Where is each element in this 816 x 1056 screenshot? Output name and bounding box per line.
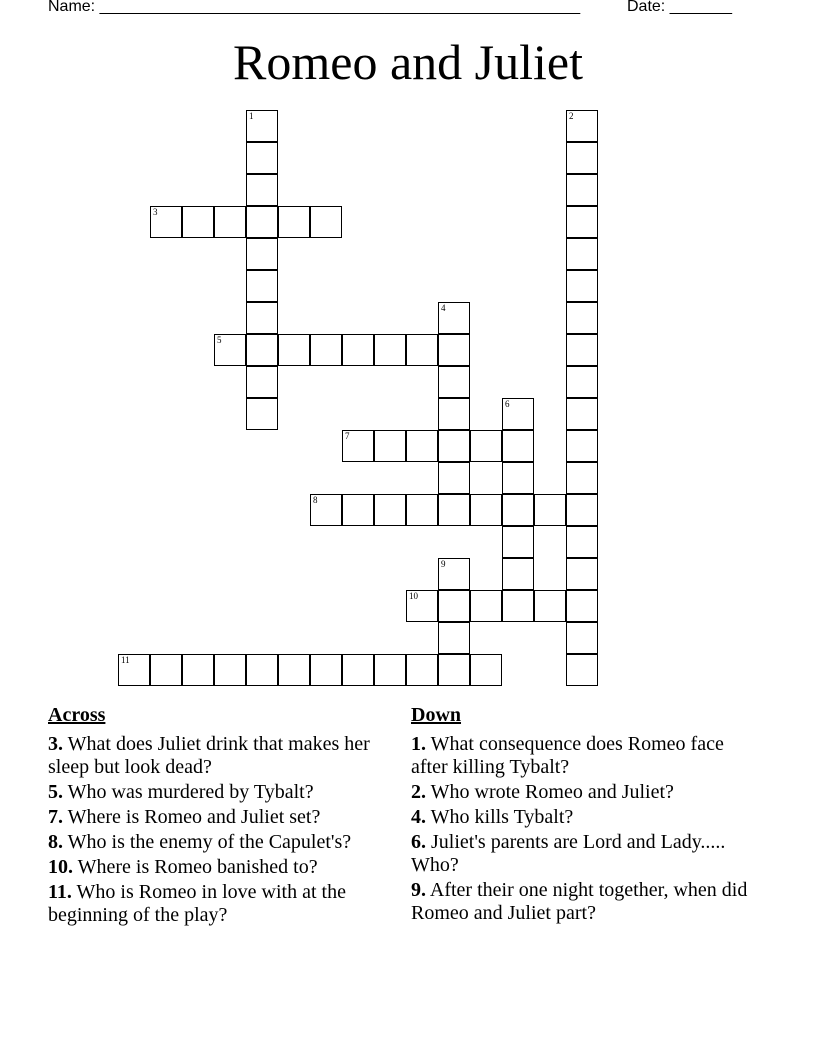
grid-cell[interactable] <box>470 430 502 462</box>
grid-cell[interactable] <box>438 494 470 526</box>
grid-cell[interactable] <box>406 494 438 526</box>
grid-cell[interactable] <box>566 590 598 622</box>
grid-cell[interactable] <box>246 366 278 398</box>
grid-cell[interactable] <box>310 494 342 526</box>
grid-cell[interactable] <box>566 622 598 654</box>
grid-cell[interactable] <box>470 494 502 526</box>
grid-cell[interactable] <box>566 526 598 558</box>
across-clue: 10. Where is Romeo banished to? <box>48 856 318 878</box>
grid-cell[interactable] <box>150 206 182 238</box>
cell-number: 1 <box>249 111 254 121</box>
grid-cell[interactable] <box>342 654 374 686</box>
down-clue: 9. After their one night together, when did Romeo and Juliet part? <box>411 879 748 924</box>
cell-number: 2 <box>569 111 574 121</box>
grid-cell[interactable] <box>214 334 246 366</box>
grid-cell[interactable] <box>566 366 598 398</box>
grid-cell[interactable] <box>502 526 534 558</box>
grid-cell[interactable] <box>214 206 246 238</box>
across-clue: 7. Where is Romeo and Juliet set? <box>48 806 321 828</box>
page-title: Romeo and Juliet <box>233 34 583 90</box>
cell-number: 8 <box>313 495 318 505</box>
grid-cell[interactable] <box>502 590 534 622</box>
grid-cell[interactable] <box>214 654 246 686</box>
grid-cell[interactable] <box>438 430 470 462</box>
down-clue: 6. Juliet's parents are Lord and Lady..... Who? <box>411 831 726 876</box>
grid-cell[interactable] <box>566 462 598 494</box>
grid-cell[interactable] <box>374 430 406 462</box>
cell-number: 11 <box>121 655 130 665</box>
grid-cell[interactable] <box>566 302 598 334</box>
grid-cell[interactable] <box>246 334 278 366</box>
grid-cell[interactable] <box>182 206 214 238</box>
cell-number: 10 <box>409 591 418 601</box>
grid-cell[interactable] <box>566 270 598 302</box>
grid-cell[interactable] <box>566 206 598 238</box>
grid-cell[interactable] <box>182 654 214 686</box>
grid-cell[interactable] <box>438 398 470 430</box>
grid-cell[interactable] <box>438 654 470 686</box>
down-clues <box>411 703 751 927</box>
grid-cell[interactable] <box>310 334 342 366</box>
down-clue: 2. Who wrote Romeo and Juliet? <box>411 781 674 803</box>
grid-cell[interactable] <box>246 206 278 238</box>
across-clues <box>48 703 378 929</box>
grid-cell[interactable] <box>534 590 566 622</box>
cell-number: 9 <box>441 559 446 569</box>
grid-cell[interactable] <box>278 206 310 238</box>
grid-cell[interactable] <box>342 494 374 526</box>
grid-cell[interactable] <box>278 654 310 686</box>
grid-cell[interactable] <box>246 302 278 334</box>
grid-cell[interactable] <box>566 430 598 462</box>
across-clue: 5. Who was murdered by Tybalt? <box>48 781 314 803</box>
grid-cell[interactable] <box>118 654 150 686</box>
grid-cell[interactable] <box>438 334 470 366</box>
grid-cell[interactable] <box>246 110 278 142</box>
grid-cell[interactable] <box>246 654 278 686</box>
down-heading: Down <box>411 704 462 726</box>
grid-cell[interactable] <box>438 558 470 590</box>
grid-cell[interactable] <box>374 494 406 526</box>
grid-cell[interactable] <box>438 590 470 622</box>
down-clue: 4. Who kills Tybalt? <box>411 806 574 828</box>
grid-cell[interactable] <box>502 398 534 430</box>
grid-cell[interactable] <box>374 334 406 366</box>
grid-cell[interactable] <box>566 558 598 590</box>
grid-cell[interactable] <box>502 430 534 462</box>
grid-cell[interactable] <box>406 654 438 686</box>
across-clue: 11. Who is Romeo in love with at the beginning of the play? <box>48 881 346 926</box>
cell-number: 5 <box>217 335 222 345</box>
across-clue: 3. What does Juliet drink that makes her sleep but look dead? <box>48 733 370 778</box>
date-field[interactable]: Date: _______ <box>627 0 732 15</box>
grid-cell[interactable] <box>438 622 470 654</box>
grid-cell[interactable] <box>342 430 374 462</box>
grid-cell[interactable] <box>310 206 342 238</box>
grid-cell[interactable] <box>246 142 278 174</box>
across-clue: 8. Who is the enemy of the Capulet's? <box>48 831 352 853</box>
grid-cell[interactable] <box>150 654 182 686</box>
grid-cell[interactable] <box>566 654 598 686</box>
grid-cell[interactable] <box>438 302 470 334</box>
grid-cell[interactable] <box>438 462 470 494</box>
grid-cell[interactable] <box>310 654 342 686</box>
name-field[interactable]: Name: ______________________________________________________ <box>48 0 581 15</box>
grid-cell[interactable] <box>246 174 278 206</box>
cell-number: 4 <box>441 303 446 313</box>
grid-cell[interactable] <box>406 430 438 462</box>
grid-cell[interactable] <box>374 654 406 686</box>
grid-cell[interactable] <box>566 142 598 174</box>
grid-cell[interactable] <box>406 590 438 622</box>
grid-cell[interactable] <box>566 494 598 526</box>
grid-cell[interactable] <box>502 494 534 526</box>
grid-cell[interactable] <box>566 398 598 430</box>
grid-cell[interactable] <box>342 334 374 366</box>
grid-cell[interactable] <box>246 270 278 302</box>
grid-cell[interactable] <box>566 174 598 206</box>
grid-cell[interactable] <box>278 334 310 366</box>
cell-number: 7 <box>345 431 350 441</box>
cell-number: 6 <box>505 399 510 409</box>
grid-cell[interactable] <box>534 494 566 526</box>
grid-cell[interactable] <box>566 238 598 270</box>
grid-cell[interactable] <box>406 334 438 366</box>
down-clue: 1. What consequence does Romeo face after killing Tybalt? <box>411 733 724 778</box>
grid-cell[interactable] <box>566 334 598 366</box>
grid-cell[interactable] <box>470 590 502 622</box>
grid-cell[interactable] <box>502 558 534 590</box>
grid-cell[interactable] <box>246 238 278 270</box>
grid-cell[interactable] <box>566 110 598 142</box>
grid-cell[interactable] <box>246 398 278 430</box>
grid-cell[interactable] <box>470 654 502 686</box>
cell-number: 3 <box>153 207 158 217</box>
across-heading: Across <box>48 704 106 726</box>
grid-cell[interactable] <box>438 366 470 398</box>
grid-cell[interactable] <box>502 462 534 494</box>
